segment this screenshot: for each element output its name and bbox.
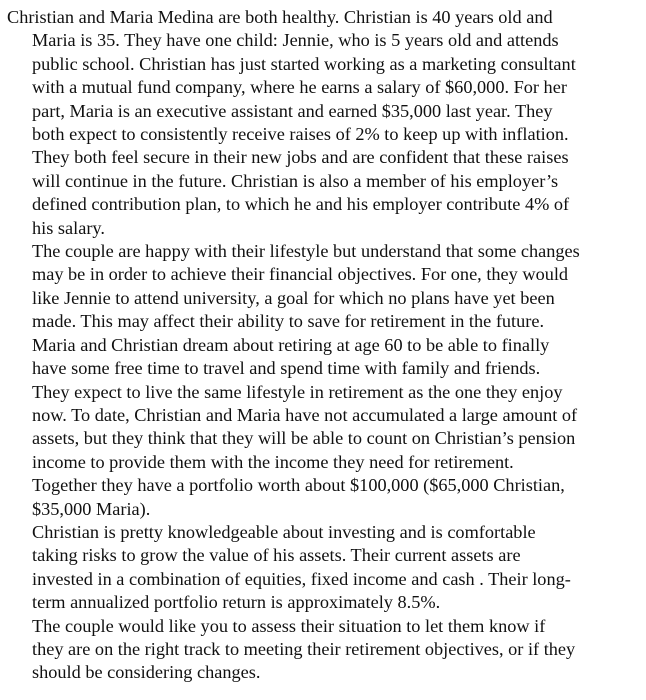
text-line: The couple would like you to assess their situation to let them know if xyxy=(32,615,546,636)
text-line: may be in order to achieve their financial objectives. For one, they would xyxy=(32,264,569,285)
text-line: made. This may affect their ability to save for retirement in the future. xyxy=(32,311,545,332)
text-line: with a mutual fund company, where he earns a salary of $60,000. For her xyxy=(32,77,567,98)
text-line: term annualized portfolio return is approximately 8.5%. xyxy=(32,592,441,613)
text-line: like Jennie to attend university, a goal for which no plans have yet been xyxy=(32,287,555,308)
text-line: assets, but they think that they will be able to count on Christian’s pension xyxy=(32,428,576,449)
paragraph-4 xyxy=(32,615,632,685)
text-line: his salary. xyxy=(32,217,105,238)
text-line: They both feel secure in their new jobs and are confident that these raises xyxy=(32,147,569,168)
text-line: both expect to consistently receive raises of 2% to keep up with inflation. xyxy=(32,124,569,145)
text-line: defined contribution plan, to which he and his employer contribute 4% of xyxy=(32,194,570,215)
text-line: They expect to live the same lifestyle in retirement as the one they enjoy xyxy=(32,381,563,402)
text-line: now. To date, Christian and Maria have not accumulated a large amount of xyxy=(32,404,578,425)
text-line: should be considering changes. xyxy=(32,662,261,683)
text-line: taking risks to grow the value of his assets. Their current assets are xyxy=(32,545,521,566)
text-line: The couple are happy with their lifestyle but understand that some changes xyxy=(32,241,580,262)
text-line: part, Maria is an executive assistant and earned $35,000 last year. They xyxy=(32,100,553,121)
text-line: Christian is pretty knowledgeable about investing and is comfortable xyxy=(32,521,536,542)
text-line: $35,000 Maria). xyxy=(32,498,151,519)
text-line: income to provide them with the income they need for retirement. xyxy=(32,451,514,472)
text-line: Christian and Maria Medina are both healthy. Christian is 40 years old and xyxy=(7,7,553,27)
text-line: invested in a combination of equities, fixed income and cash . Their long- xyxy=(32,568,571,589)
text-line: Together they have a portfolio worth about $100,000 ($65,000 Christian, xyxy=(32,475,565,496)
text-line: public school. Christian has just started working as a marketing consultant xyxy=(32,53,576,74)
paragraph-1 xyxy=(7,6,632,240)
text-line: will continue in the future. Christian is also a member of his employer’s xyxy=(32,170,559,191)
paragraph-2 xyxy=(32,240,632,521)
text-line: they are on the right track to meeting their retirement objectives, or if they xyxy=(32,638,576,659)
text-line: have some free time to travel and spend time with family and friends. xyxy=(32,358,541,379)
text-line: Maria and Christian dream about retiring at age 60 to be able to finally xyxy=(32,334,550,355)
text-line: Maria is 35. They have one child: Jennie, who is 5 years old and attends xyxy=(32,30,559,51)
paragraph-3 xyxy=(32,521,632,615)
